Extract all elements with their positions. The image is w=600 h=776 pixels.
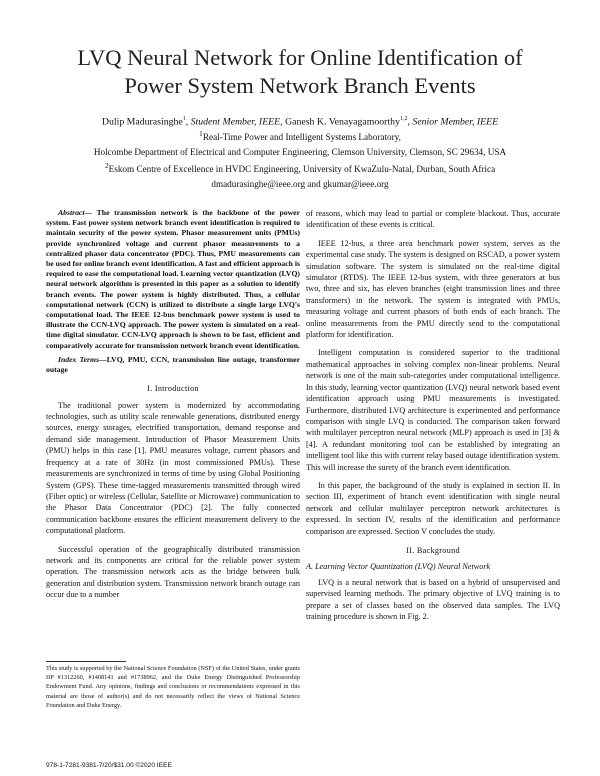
affiliations: [30, 127, 570, 192]
affiliation-1: [30, 127, 570, 145]
right-column: [306, 208, 560, 622]
section-2-heading: II. Background: [406, 545, 460, 555]
left-column: [46, 208, 300, 601]
copyright-line: 978-1-7281-9381-7/20/$31.00 ©2020 IEEE: [46, 762, 172, 769]
affiliation-2-text: Eskom Centre of Excellence in HVDC Engineering, University of KwaZulu-Natal, Durban, South Africa: [108, 164, 496, 175]
intro-paragraph-1: The traditional power system is modernized by accommodating technologies, such as utility scale renewable generations, distributed energy sources, energy storages, electrified transportation, demand response and demand side management. Introduction of Phasor Measurement Units (PMU) helps in this case [1]. PMU measures voltage, current phasors and frequency at a rate of 30Hz (in most commissioned PMUs). These measurements are synchronized in terms of time by using Global Positioning System (GPS). These time-tagged measurements transmitted through wired (Fiber optic) or wireless (Cellular, Satellite or Microwave) communication to the Phasor Data Concentrator (PDC) [2]. The fully connected communication backbone ensures the efficient measurement delivery to the computational platform.: [46, 400, 300, 536]
intro-paragraph-5: In this paper, the background of the study is explained in section II. In section III, experiment of branch event identification with single neural network and cellular multilayer perceptron network architectures is expressed. In section IV, results of the identification and performance comparison are expressed. Section V concludes the study.: [306, 480, 560, 536]
footnote-divider: [46, 661, 126, 662]
affiliation-2: [30, 159, 570, 177]
background-paragraph-1: LVQ is a neural network that is based on a hybrid of unsupervised and supervised learning methods. The primary objective of LVQ training is to prepare a set of classes based on the observed data samples. The LVQ training procedure is shown in Fig. 2.: [306, 577, 560, 621]
funding-footnote: This study is supported by the National Science Foundation (NSF) of the United States, under grants IIP #1312260, #1408141 and #1738962, and the Duke Energy Distinguished Professorship Endowment Fund. Any opinions, findings and conclusions or recommendations expressed in this material are those of author(s) and do not necessarily reflect the views of National Science Foundation and Duke Energy.: [46, 665, 300, 709]
affiliation-2-sup: 2: [104, 161, 109, 171]
intro-paragraph-3: IEEE 12-bus, a three area benchmark power system, serves as the experimental case study. The system is designed on RSCAD, a power system simulation software. The system is simulated on the real-time digital simulator (RTDS). The IEEE 12-bus system, with three generators at bus two, three and six, has eleven branches (eight transmission lines and three transformers) in the network. The system is integrated with PMUs, measuring voltage and current phasors of both ends of each branch. The online measurements from the PMU directly send to the computational platform for identification.: [306, 238, 560, 340]
author-line: Dulip Madurasinghe$^1$, Student Member, IEEE, Ganesh K. Venayagamoorthy$^{1,2}$, Senior Member, IEEE: [101, 116, 499, 128]
author-2-name: Ganesh K. Venayagamoorthy: [285, 116, 400, 128]
section-1-heading: I. Introduction: [147, 384, 199, 394]
paper-title: [40, 44, 560, 100]
intro-paragraph-4: Intelligent computation is considered superior to the traditional mathematical approaches in solving complex non-linear problems. Neural network is one of the main sub-categories under computational intelligence. In this study, learning vector quantization (LVQ) neural network based event identification approach using PMU measurements is investigated. Furthermore, distributed LVQ architecture is experimented and performance comparison with single LVQ is conducted. The comparison taken forward with multilayer perceptron neural network (MLP) approach is used in [3] & [4]. A redundant monitoring tool can be established by integrating an intelligent tool like this with current relay based outage identification system. This will increase the surety of the branch event identification.: [306, 348, 560, 472]
affiliation-1b: Holcombe Department of Electrical and Computer Engineering, Clemson University, Clemson, SC 29634, USA: [93, 146, 507, 157]
affiliation-1-text: Real-Time Power and Intelligent Systems Laboratory,: [202, 132, 401, 143]
author-1-sup: 1: [182, 116, 186, 122]
author-2-role: Senior Member, IEEE: [412, 116, 499, 128]
index-terms-label: Index Terms: [58, 354, 100, 364]
intro-paragraph-2: Successful operation of the geographically distributed transmission network and its components are critical for the reliable power system operation. The transmission network acts as the bridge between bulk generation and distribution system. Transmission network branch outage can occur due to a number: [46, 544, 300, 600]
author-emails: dmadurasinghe@ieee.org and gkumar@ieee.org: [211, 178, 389, 189]
index-terms: [46, 355, 300, 375]
abstract-text: — The transmission network is the backbone of the power system. Fast power system network branch event identification is required to maintain security of the power system. Phasor measurement units (PMUs) provide synchronized voltage and current phasor measurements to a centralized phasor data concentrator (PDC). Thus, PMU measurements can be used for online branch event identification. A fast and efficient approach is required to ease the computational load. Learning vector quantization (LVQ) neural network algorithm is presented in this paper as a solution to identify branch events. The power system is highly distributed. Thus, a cellular computational network (CCN) is utilized to distribute a single large LVQ's computational load. The IEEE 12-bus benchmark power system is used to illustrate the CCN-LVQ approach. The power system is simulated on a real-time digital simulator. CCN-LVQ approach is shown to be fast, efficient and comparatively accurate for transmission network branch event identification.: [46, 208, 300, 350]
intro-paragraph-2-continued: of reasons, which may lead to partial or complete blackout. Thus, accurate identification of these events is critical.: [306, 209, 560, 230]
author-2-sup: 1,2: [399, 116, 408, 122]
author-1-name: Dulip Madurasinghe: [101, 116, 183, 128]
subsection-a-heading: A. Learning Vector Quantization (LVQ) Neural Network: [306, 562, 491, 572]
author-1-role: Student Member, IEEE: [190, 116, 281, 128]
title-line-1: LVQ Neural Network for Online Identification of: [77, 45, 523, 70]
abstract: [46, 208, 300, 351]
affiliation-1-sup: 1: [199, 129, 203, 138]
title-line-2: Power System Network Branch Events: [124, 73, 476, 98]
abstract-label: Abstract: [58, 208, 85, 217]
index-terms-text: —LVQ, PMU, CCN, transmission line outage, transformer outage: [46, 354, 300, 375]
